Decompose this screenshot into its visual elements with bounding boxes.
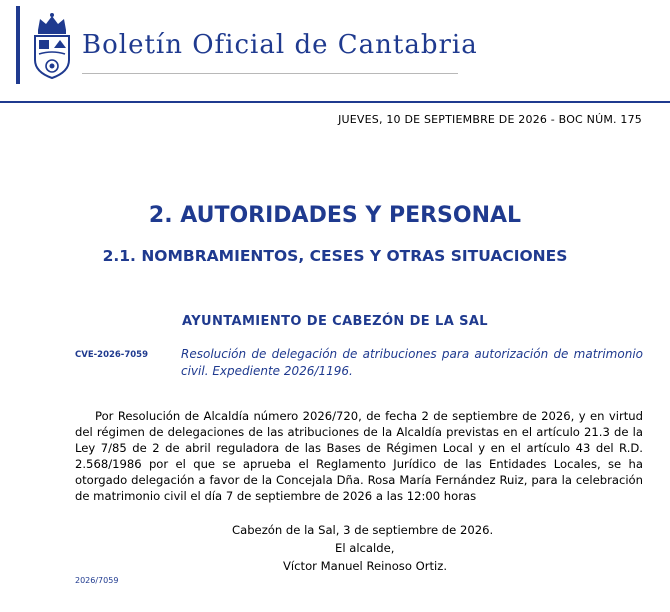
title-underline: [82, 73, 458, 74]
signer-role: El alcalde,: [335, 541, 395, 555]
entry-body: Por Resolución de Alcaldía número 2026/720, de fecha 2 de septiembre de 2026, y en virtud del régimen de delegaciones de las atribuciones de la Alcaldía previstas en el artículo 21.3 de la Ley 7/85 de 2 de abril reguladora de las Bases de Régimen Local y en el artículo 43 del R.D. 2.568/1986 por el que se aprueba el Reglamento Jurídico de las Entidades Locales, se ha otorgado delegación a favor de la Concejala Dña. Rosa María Fernández Ruiz, para la celebración de matrimonio civil el día 7 de septiembre de 2026 a las 12:00 horas: [75, 409, 643, 503]
footer-code: 2026/7059: [75, 576, 119, 585]
cve-code: CVE-2026-7059: [75, 350, 148, 360]
issuing-entity: AYUNTAMIENTO DE CABEZÓN DE LA SAL: [181, 314, 488, 329]
place-date: Cabezón de la Sal, 3 de septiembre de 2026.: [232, 523, 494, 537]
signer-name: Víctor Manuel Reinoso Ortiz.: [283, 559, 448, 573]
cantabria-coat-of-arms-icon: [30, 10, 74, 86]
entry-summary: Resolución de delegación de atribuciones para autorización de matrimonio civil. Expediente 2026/1196.: [181, 347, 643, 378]
header-accent-bar: [16, 6, 20, 84]
section-title: 2. AUTORIDADES Y PERSONAL: [148, 203, 522, 228]
issue-dateline: JUEVES, 10 DE SEPTIEMBRE DE 2026 - BOC NÚM. 175: [338, 113, 642, 126]
bulletin-title: Boletín Oficial de Cantabria: [82, 30, 478, 60]
header-divider: [0, 101, 670, 103]
section-subtitle: 2.1. NOMBRAMIENTOS, CESES Y OTRAS SITUACIONES: [102, 247, 568, 265]
